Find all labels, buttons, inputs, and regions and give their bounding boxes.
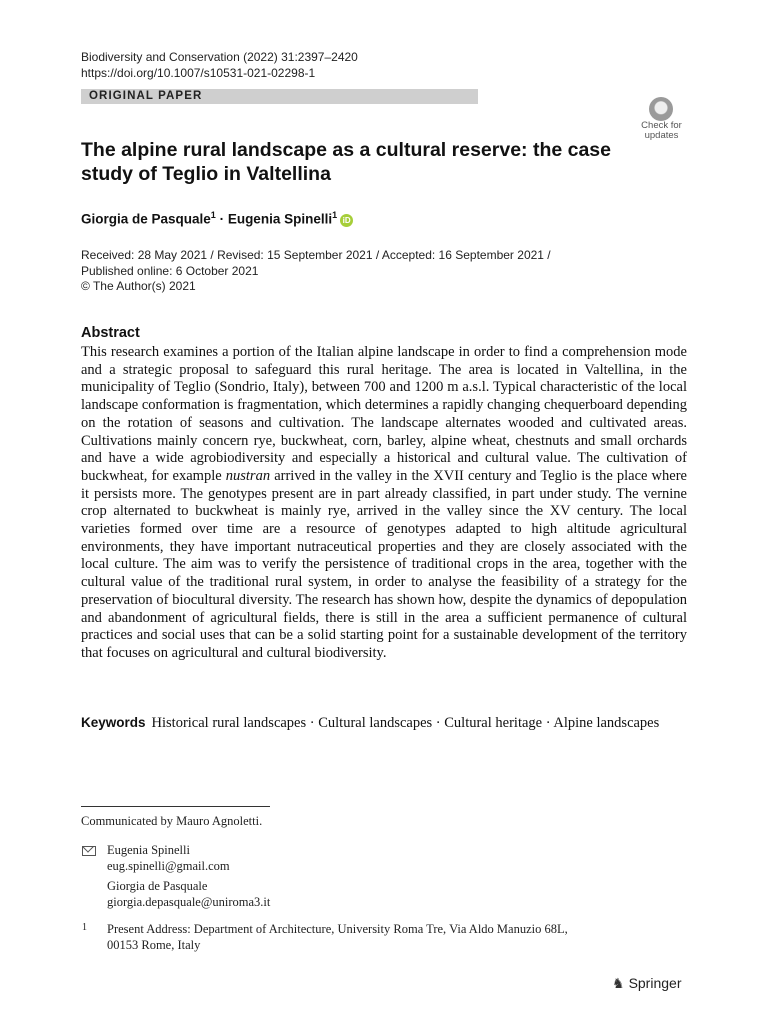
springer-horse-icon: ♞ [612,975,625,991]
abstract-heading: Abstract [81,325,140,341]
journal-info [81,49,358,81]
contact-email[interactable]: giorgia.depasquale@uniroma3.it [107,895,271,909]
author-affiliation-marker: 1 [332,210,338,220]
publisher-logo [612,974,681,992]
publication-dates [81,248,621,295]
author-name[interactable]: Giorgia de Pasquale [81,211,211,227]
published-date: Published online: 6 October 2021 [81,263,259,278]
affiliation-number: 1 [82,922,87,933]
check-for-updates-label: Check for updates [641,120,682,141]
communicated-by: Communicated by Mauro Agnoletti. [81,814,263,828]
orcid-icon[interactable]: iD [340,214,353,227]
footnote-divider [81,806,270,807]
check-for-updates-icon [649,97,673,121]
keywords-label: Keywords [81,715,146,730]
keywords [81,714,687,732]
history-dates: Received: 28 May 2021 / Revised: 15 September 2021 / Accepted: 16 September 2021 / [81,248,551,262]
abstract-body: This research examines a portion of the Italian alpine landscape in order to find a comprehension mode and a strategic proposal to safeguard this rural heritage. The area is located in Valtellina, in the municipality of Teglio (Sondrio, Italy), between 700 and 1200 m a.s.l. Typical characteristic of the local landscape conformation is fragmentation, which determines a rapidly changing chequerboard depending on the rotation of seasons and cultivation. The landscape alternates wooded and cultivated areas. Cultivations mainly concern rye, buckwheat, corn, barley, alpine wheat, chestnuts and small orchards and have a wide agrobiodiversity and especially a historical and cultural value. The cultivation of buckwheat, for example nustran arrived in the valley in the XVII century and Teglio is the place where it persists more. The genotypes present are in part already classified, in part under study. The vernine crop alternated to buckwheat is mainly rye, arrived in the valley since the XV century. The local varieties formed over time are a resource of genotypes adapted to high altitude agricultural environments, they have important nutraceutical properties and they are closely associated with the local culture. The aim was to verify the persistence of traditional crops in the area, together with the cultural value of the traditional rural system, in order to analyse the feasibility of a strategy for the preservation of biocultural diversity. The research has shown how, despite the dynamics of depopulation and abandonment of agricultural fields, there is still in the area a sufficient permanence of cultural practices and social uses that can be a solid starting point for a sustainable development of the territory that focuses on agricultural and cultural biodiversity. [81,344,687,661]
copyright-line: © The Author(s) 2021 [81,279,196,293]
author-name[interactable]: Eugenia Spinelli [227,211,333,227]
envelope-icon [82,846,96,856]
author-affiliation-marker: 1 [210,210,216,220]
article-type-label: ORIGINAL PAPER [89,90,203,102]
author-list [81,206,353,229]
contact-name: Giorgia de Pasquale [107,879,208,893]
check-for-updates-badge[interactable] [636,97,687,143]
contact-email[interactable]: eug.spinelli@gmail.com [107,859,230,873]
keywords-text: Historical rural landscapes · Cultural landscapes · Cultural heritage · Alpine landscapes [151,715,660,731]
doi-link[interactable]: https://doi.org/10.1007/s10531-021-02298-1 [81,66,316,80]
author-separator: · [215,211,228,227]
article-type-banner [81,89,478,104]
italic-term: nustran [225,467,271,484]
publisher-name: Springer [628,975,682,991]
corresponding-author [107,842,230,874]
article-title: The alpine rural landscape as a cultural reserve: the case study of Teglio in Valtellina [81,139,611,185]
second-author-contact [107,878,270,910]
affiliation-text: Present Address: Department of Architecture, University Roma Tre, Via Aldo Manuzio 68L, 00153 Rome, Italy [107,922,568,952]
contact-name: Eugenia Spinelli [107,843,190,857]
journal-citation: Biodiversity and Conservation (2022) 31:2397–2420 [81,50,358,64]
